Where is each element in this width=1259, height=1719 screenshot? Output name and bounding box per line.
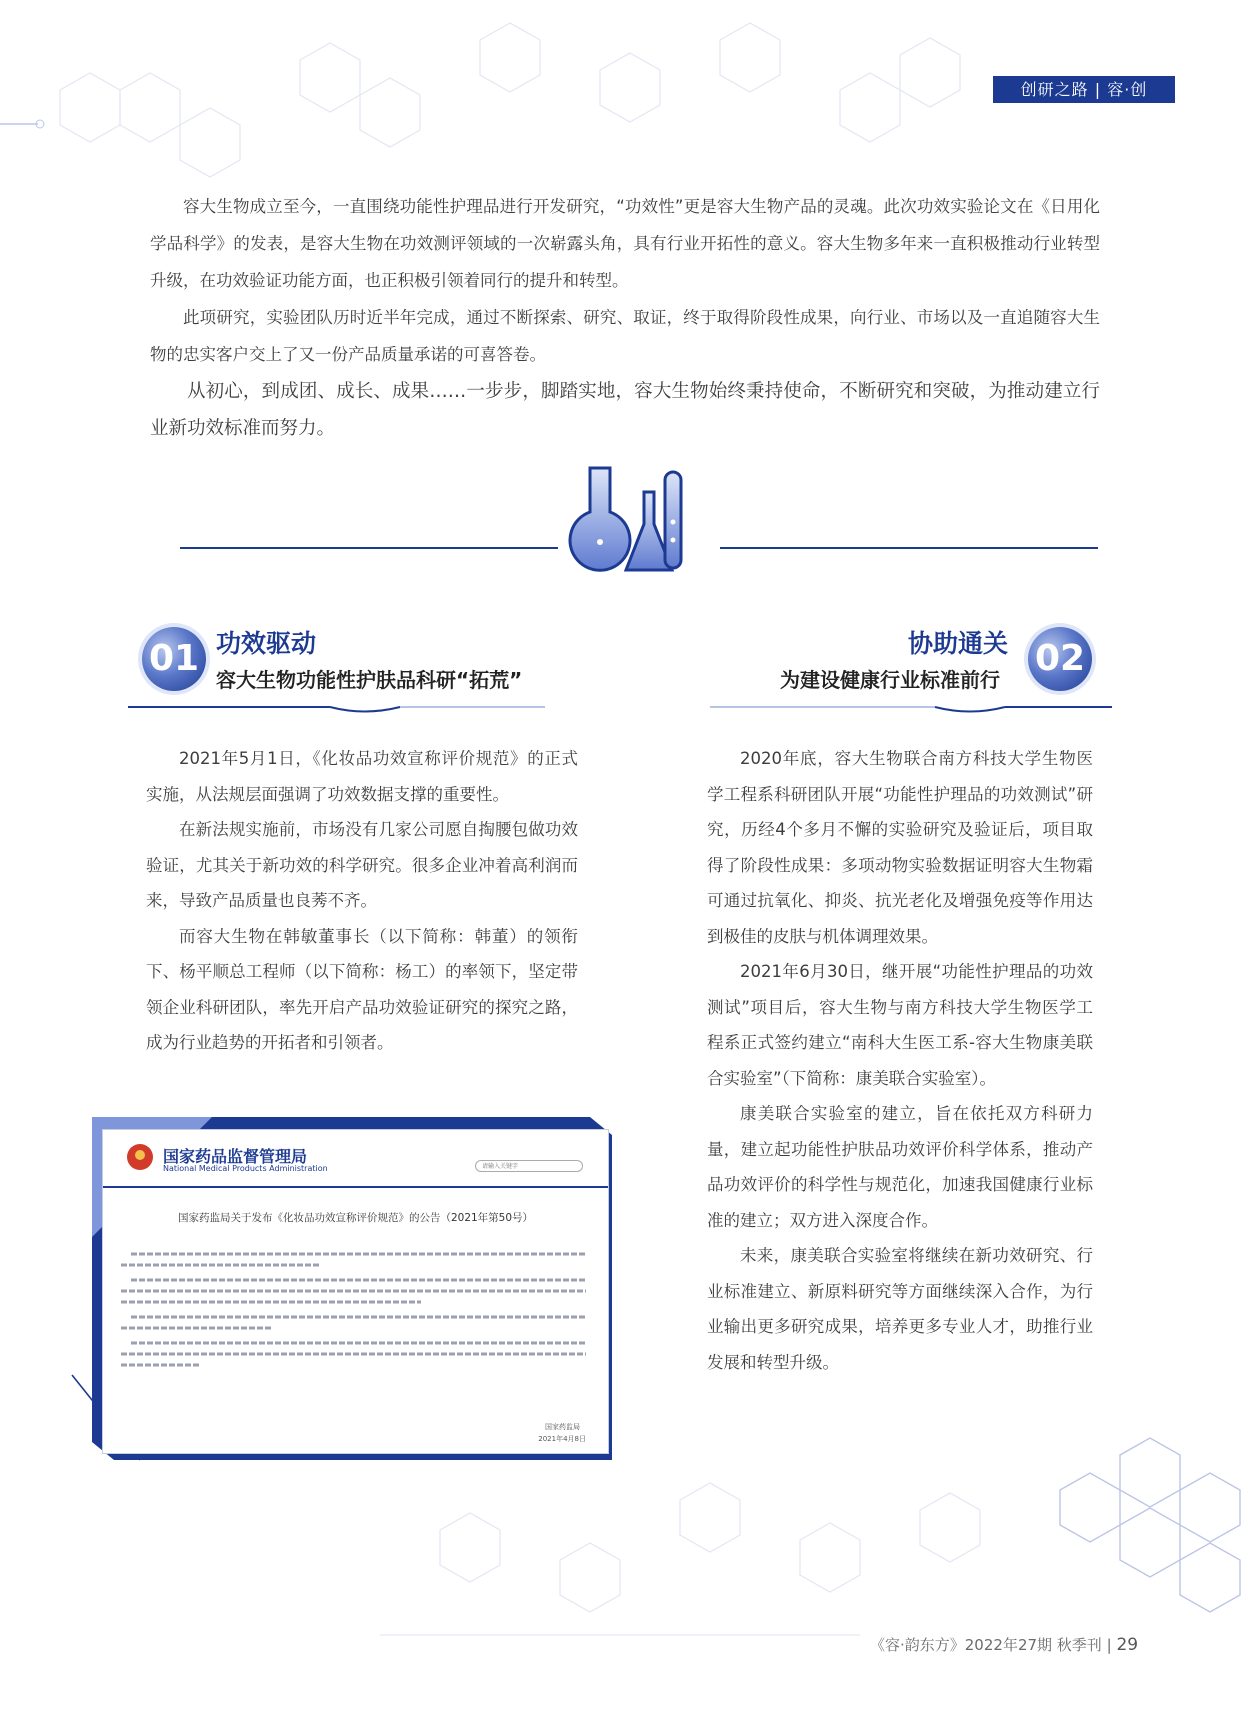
intro-text: [150, 188, 1100, 447]
section-title: 协助通关: [908, 629, 1009, 658]
search-input[interactable]: 请输入关键字: [475, 1160, 583, 1172]
intro-paragraph: 此项研究，实验团队历时近半年完成，通过不断探索、研究、取证，终于取得阶段性成果，向行业、市场以及一直追随容大生物的忠实客户交上了又一份产品质量承诺的可喜答卷。: [150, 308, 1100, 364]
body-paragraph: 2021年5月1日，《化妆品功效宣称评价规范》的正式实施，从法规层面强调了功效数据支撑的重要性。: [146, 749, 578, 804]
intro-paragraph: 容大生物成立至今，一直围绕功能性护理品进行开发研究，“功效性”更是容大生物产品的灵魂。此次功效实验论文在《日用化学品科学》的发表，是容大生物在功效测评领域的一次崭露头角，具有行业开拓性的意义。容大生物多年来一直积极推动行业转型升级，在功效验证功能方面，也正积极引领着同行的提升和转型。: [150, 197, 1100, 290]
body-paragraph: 而容大生物在韩敏董事长（以下简称：韩董）的领衔下、杨平顺总工程师（以下简称：杨工）的率领下，坚定带领企业科研团队，率先开启产品功效验证研究的探究之路，成为行业趋势的开拓者和引领者。: [146, 926, 578, 1052]
page-footer: [870, 1634, 1138, 1655]
body-paragraph: 康美联合实验室的建立，旨在依托双方科研力量，建立起功能性护肤品功效评价科学体系，推动产品功效评价的科学性与规范化，加速我国健康行业标准的建立；双方进入深度合作。: [707, 1104, 1093, 1230]
lab-flask-icon: [568, 462, 694, 580]
section-tag: 创研之路 | 容·创: [993, 76, 1175, 103]
intro-paragraph: 从初心，到成团、成长、成果……一步步，脚踏实地，容大生物始终秉持使命，不断研究和突破，为推动建立行业新功效标准而努力。: [150, 381, 1100, 439]
notice-body-text: [121, 1250, 591, 1380]
org-name-en: National Medical Products Administration: [163, 1164, 328, 1173]
screenshot-page: [102, 1129, 609, 1454]
footer-separator: |: [1106, 1636, 1112, 1654]
page-number: 29: [1116, 1635, 1139, 1655]
section1-body: [146, 741, 578, 1061]
section-number-badge: 01: [142, 627, 206, 691]
section-subtitle: 为建设健康行业标准前行: [780, 668, 1000, 692]
body-paragraph: 2020年底，容大生物联合南方科技大学生物医学工程系科研团队开展“功能性护理品的功效测试”研究，历经4个多月不懈的实验研究及验证后，项目取得了阶段性成果：多项动物实验数据证明容大生物霜可通过抗氧化、抑炎、抗光老化及增强免疫等作用达到极佳的皮肤与机体调理效果。: [707, 749, 1093, 946]
magazine-issue: 《容·韵东方》2022年27期 秋季刊: [870, 1636, 1102, 1654]
body-paragraph: 未来，康美联合实验室将继续在新功效研究、行业标准建立、新原料研究等方面继续深入合作，为行业输出更多研究成果，培养更多专业人才，助推行业发展和转型升级。: [707, 1246, 1093, 1372]
screenshot-header: [103, 1130, 608, 1188]
section-subtitle: 容大生物功能性护肤品科研“拓荒”: [216, 668, 523, 692]
section-number-badge: 02: [1028, 627, 1092, 691]
body-paragraph: 2021年6月30日，继开展“功能性护理品的功效测试”项目后，容大生物与南方科技大学生物医学工程系正式签约建立“南科大生医工系-容大生物康美联合实验室”（下简称：康美联合实验室）。: [707, 962, 1093, 1088]
section-title: 功效驱动: [216, 629, 317, 658]
body-paragraph: 在新法规实施前，市场没有几家公司愿自掏腰包做功效验证，尤其关于新功效的科学研究。很多企业冲着高利润而来，导致产品质量也良莠不齐。: [146, 820, 578, 910]
notice-title: 国家药监局关于发布《化妆品功效宣称评价规范》的公告（2021年第50号）: [177, 1212, 534, 1224]
org-name: 国家药品监督管理局: [163, 1147, 308, 1166]
national-emblem-icon: [125, 1142, 155, 1172]
announcement-screenshot: [92, 1117, 612, 1460]
section2-body: [707, 741, 1093, 1380]
sign-date: 2021年4月8日: [538, 1435, 586, 1443]
sign-org: 国家药监局: [545, 1423, 580, 1431]
